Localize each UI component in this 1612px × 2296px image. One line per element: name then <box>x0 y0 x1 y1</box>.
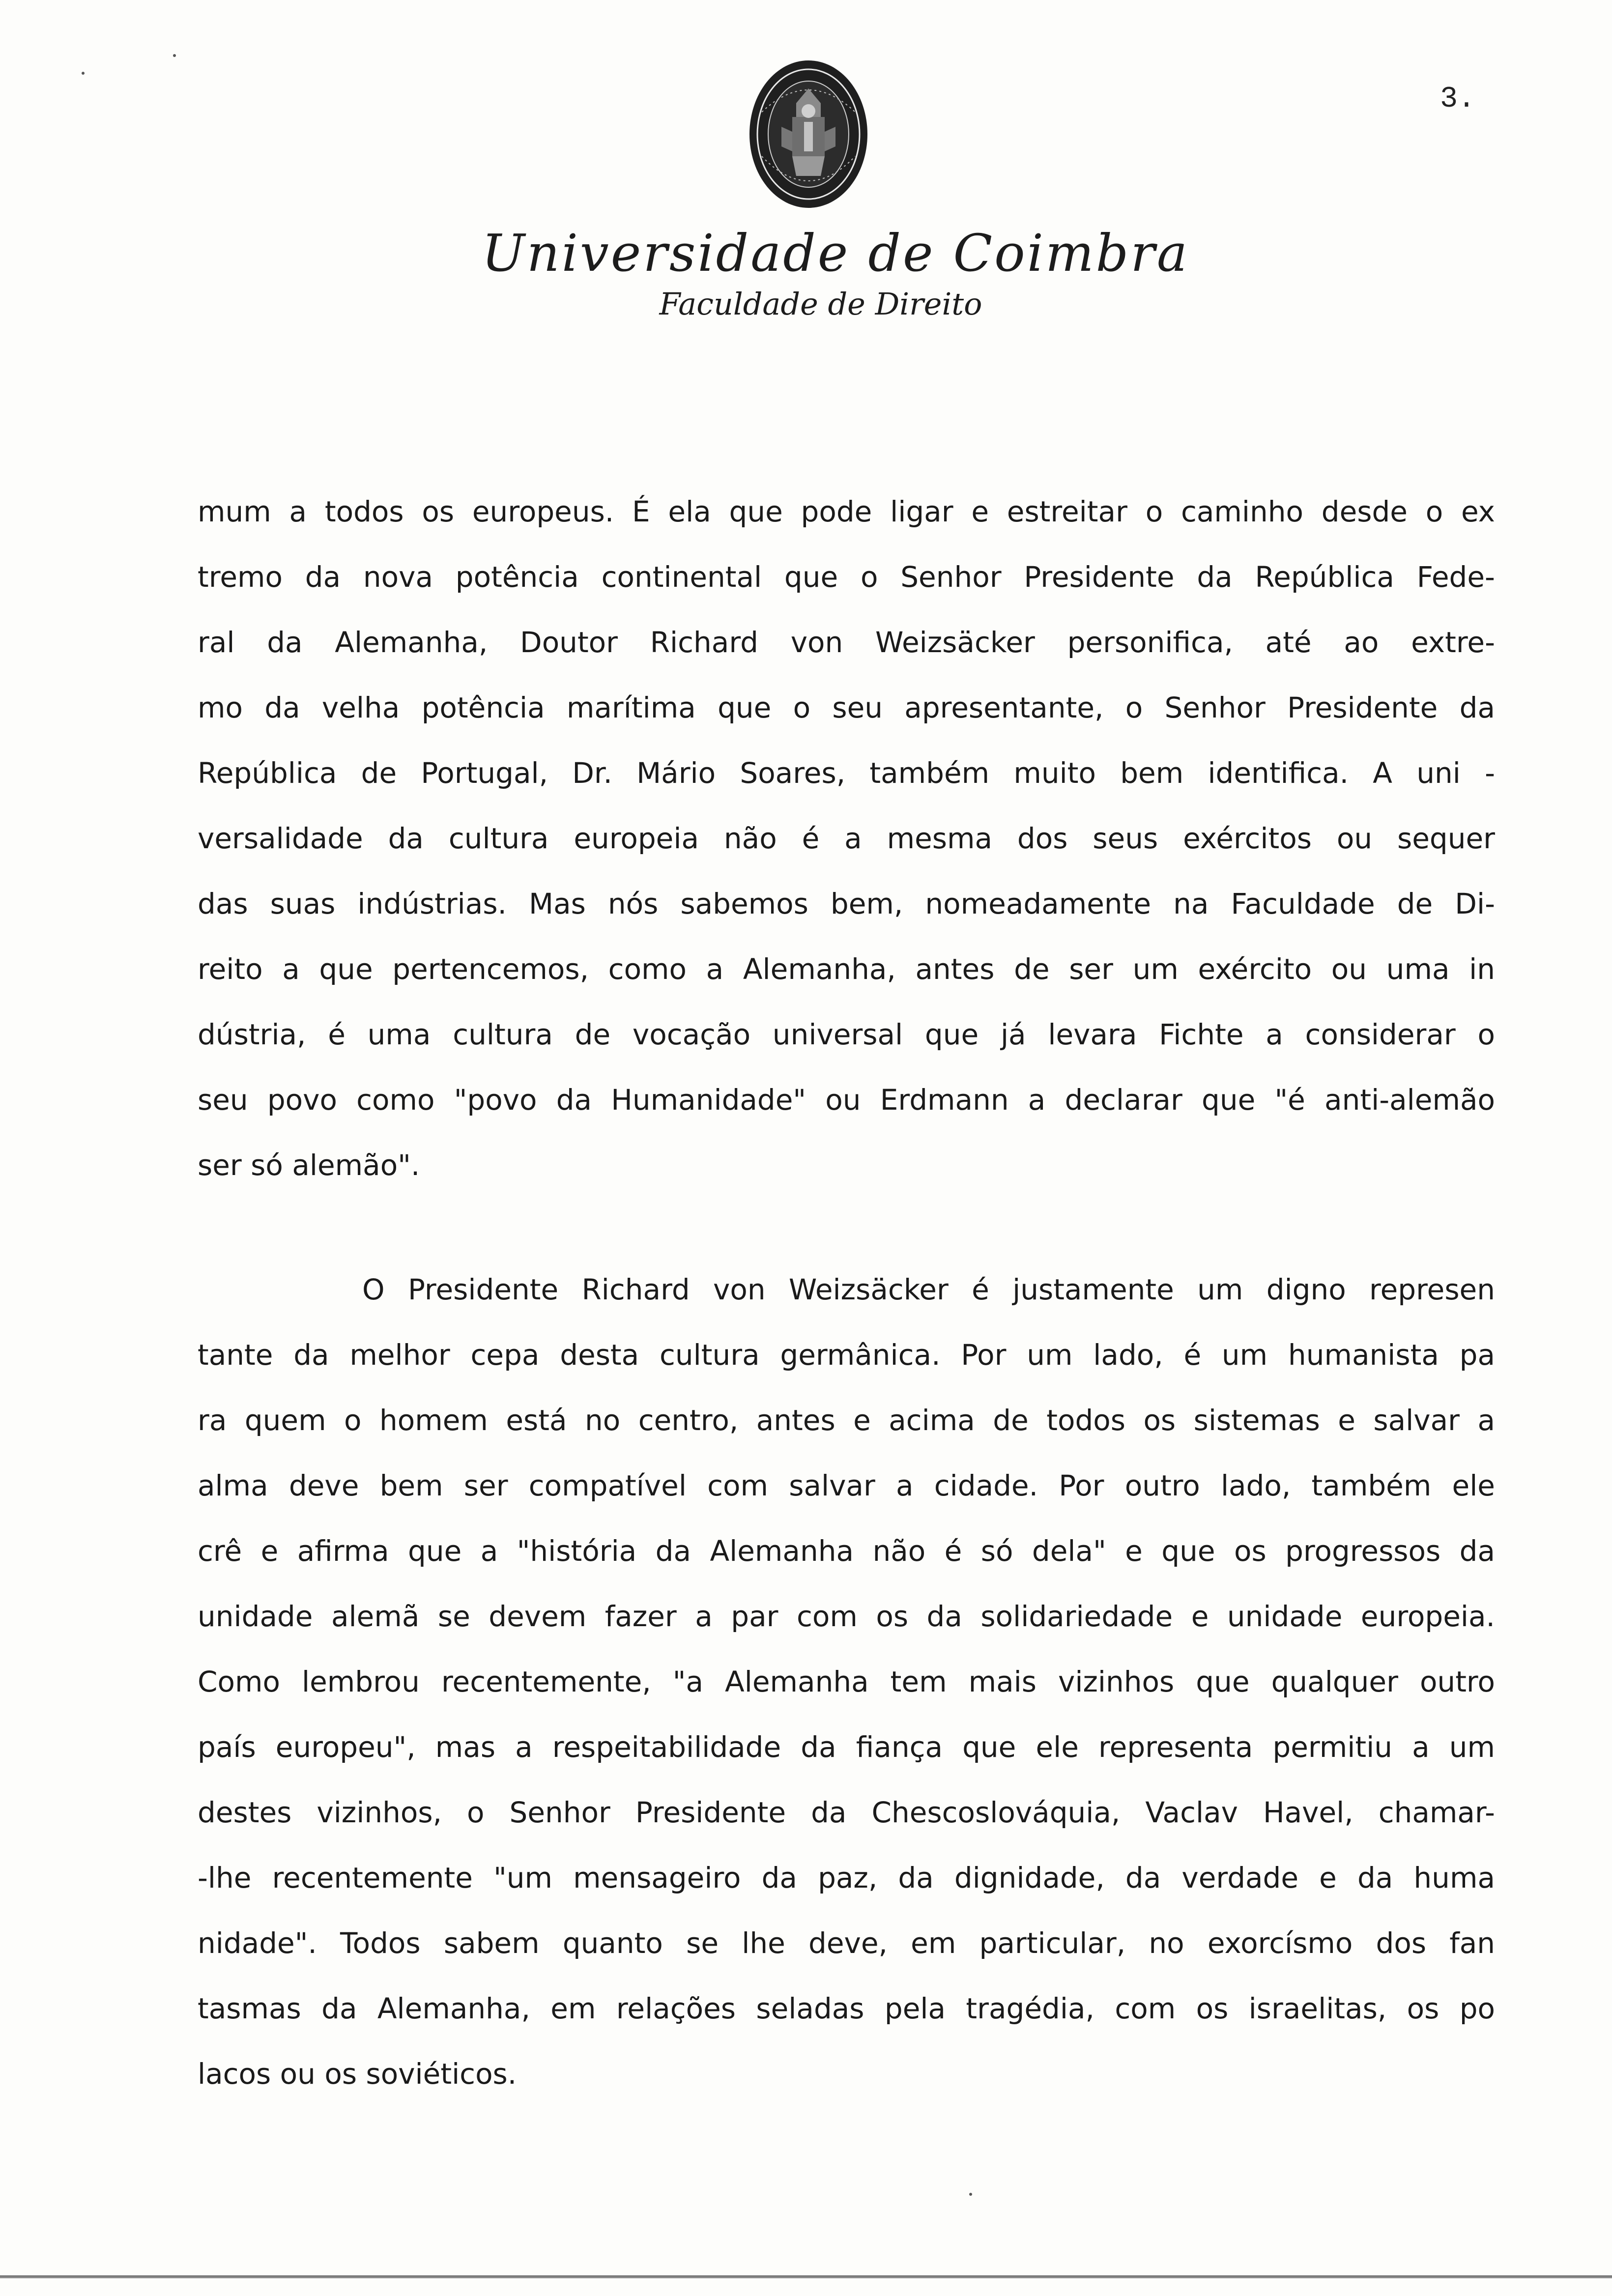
text-line: seu povo como "povo da Humanidade" ou Erdmann a declarar que "é anti-alemão <box>198 1083 1495 1117</box>
text-line: Como lembrou recentemente, "a Alemanha tem mais vizinhos que qualquer outro <box>198 1665 1495 1698</box>
text-line: versalidade da cultura europeia não é a mesma dos seus exércitos ou sequer <box>198 822 1495 855</box>
text-line: alma deve bem ser compatível com salvar a cidade. Por outro lado, também ele <box>198 1469 1495 1502</box>
bottom-edge-rule <box>0 2275 1612 2278</box>
text-line: crê e afirma que a "história da Alemanha não é só dela" e que os progressos da <box>198 1534 1495 1568</box>
text-line: dústria, é uma cultura de vocação universal que já levara Fichte a considerar o <box>198 1018 1495 1051</box>
text-line: mo da velha potência marítima que o seu apresentante, o Senhor Presidente da <box>198 691 1495 724</box>
text-line: ser só alemão". <box>198 1148 420 1182</box>
text-line: mum a todos os europeus. É ela que pode ligar e estreitar o caminho desde o ex <box>198 495 1495 528</box>
scan-speck <box>173 54 176 57</box>
university-seal-icon <box>747 58 870 210</box>
text-line: das suas indústrias. Mas nós sabemos bem, nomeadamente na Faculdade de Di- <box>198 887 1495 920</box>
text-line: República de Portugal, Dr. Mário Soares, também muito bem identifica. A uni - <box>198 756 1495 790</box>
text-line: tasmas da Alemanha, em relações seladas pela tragédia, com os israelitas, os po <box>198 1992 1495 2025</box>
text-line: ra quem o homem está no centro, antes e acima de todos os sistemas e salvar a <box>198 1404 1495 1437</box>
text-line: -lhe recentemente "um mensageiro da paz, da dignidade, da verdade e da huma <box>198 1861 1495 1894</box>
scan-speck <box>82 72 85 75</box>
text-line: reito a que pertencemos, como a Alemanha, antes de ser um exército ou uma in <box>198 952 1495 986</box>
text-line: O Presidente Richard von Weizsäcker é justamente um digno represen <box>362 1273 1495 1306</box>
faculty-name: Faculdade de Direito <box>659 286 982 322</box>
letterhead <box>0 224 1612 324</box>
text-line: nidade". Todos sabem quanto se lhe deve, em particular, no exorcísmo dos fan <box>198 1926 1495 1960</box>
page-number: 3. <box>1440 83 1476 116</box>
text-line: destes vizinhos, o Senhor Presidente da Chescoslováquia, Vaclav Havel, chamar- <box>198 1796 1495 1829</box>
paragraph-2 <box>198 1257 1495 2107</box>
text-line: ral da Alemanha, Doutor Richard von Weizsäcker personifica, até ao extre- <box>198 626 1495 659</box>
text-line: lacos ou os soviéticos. <box>198 2057 517 2091</box>
scan-speck <box>969 2193 972 2196</box>
text-line: tremo da nova potência continental que o Senhor Presidente da República Fede- <box>198 560 1495 594</box>
paragraph-1 <box>198 479 1495 1198</box>
text-line: unidade alemã se devem fazer a par com os da solidariedade e unidade europeia. <box>198 1600 1495 1633</box>
university-name: Universidade de Coimbra <box>482 223 1189 283</box>
text-line: tante da melhor cepa desta cultura germânica. Por um lado, é um humanista pa <box>198 1338 1495 1372</box>
text-line: país europeu", mas a respeitabilidade da fiança que ele representa permitiu a um <box>198 1730 1495 1764</box>
